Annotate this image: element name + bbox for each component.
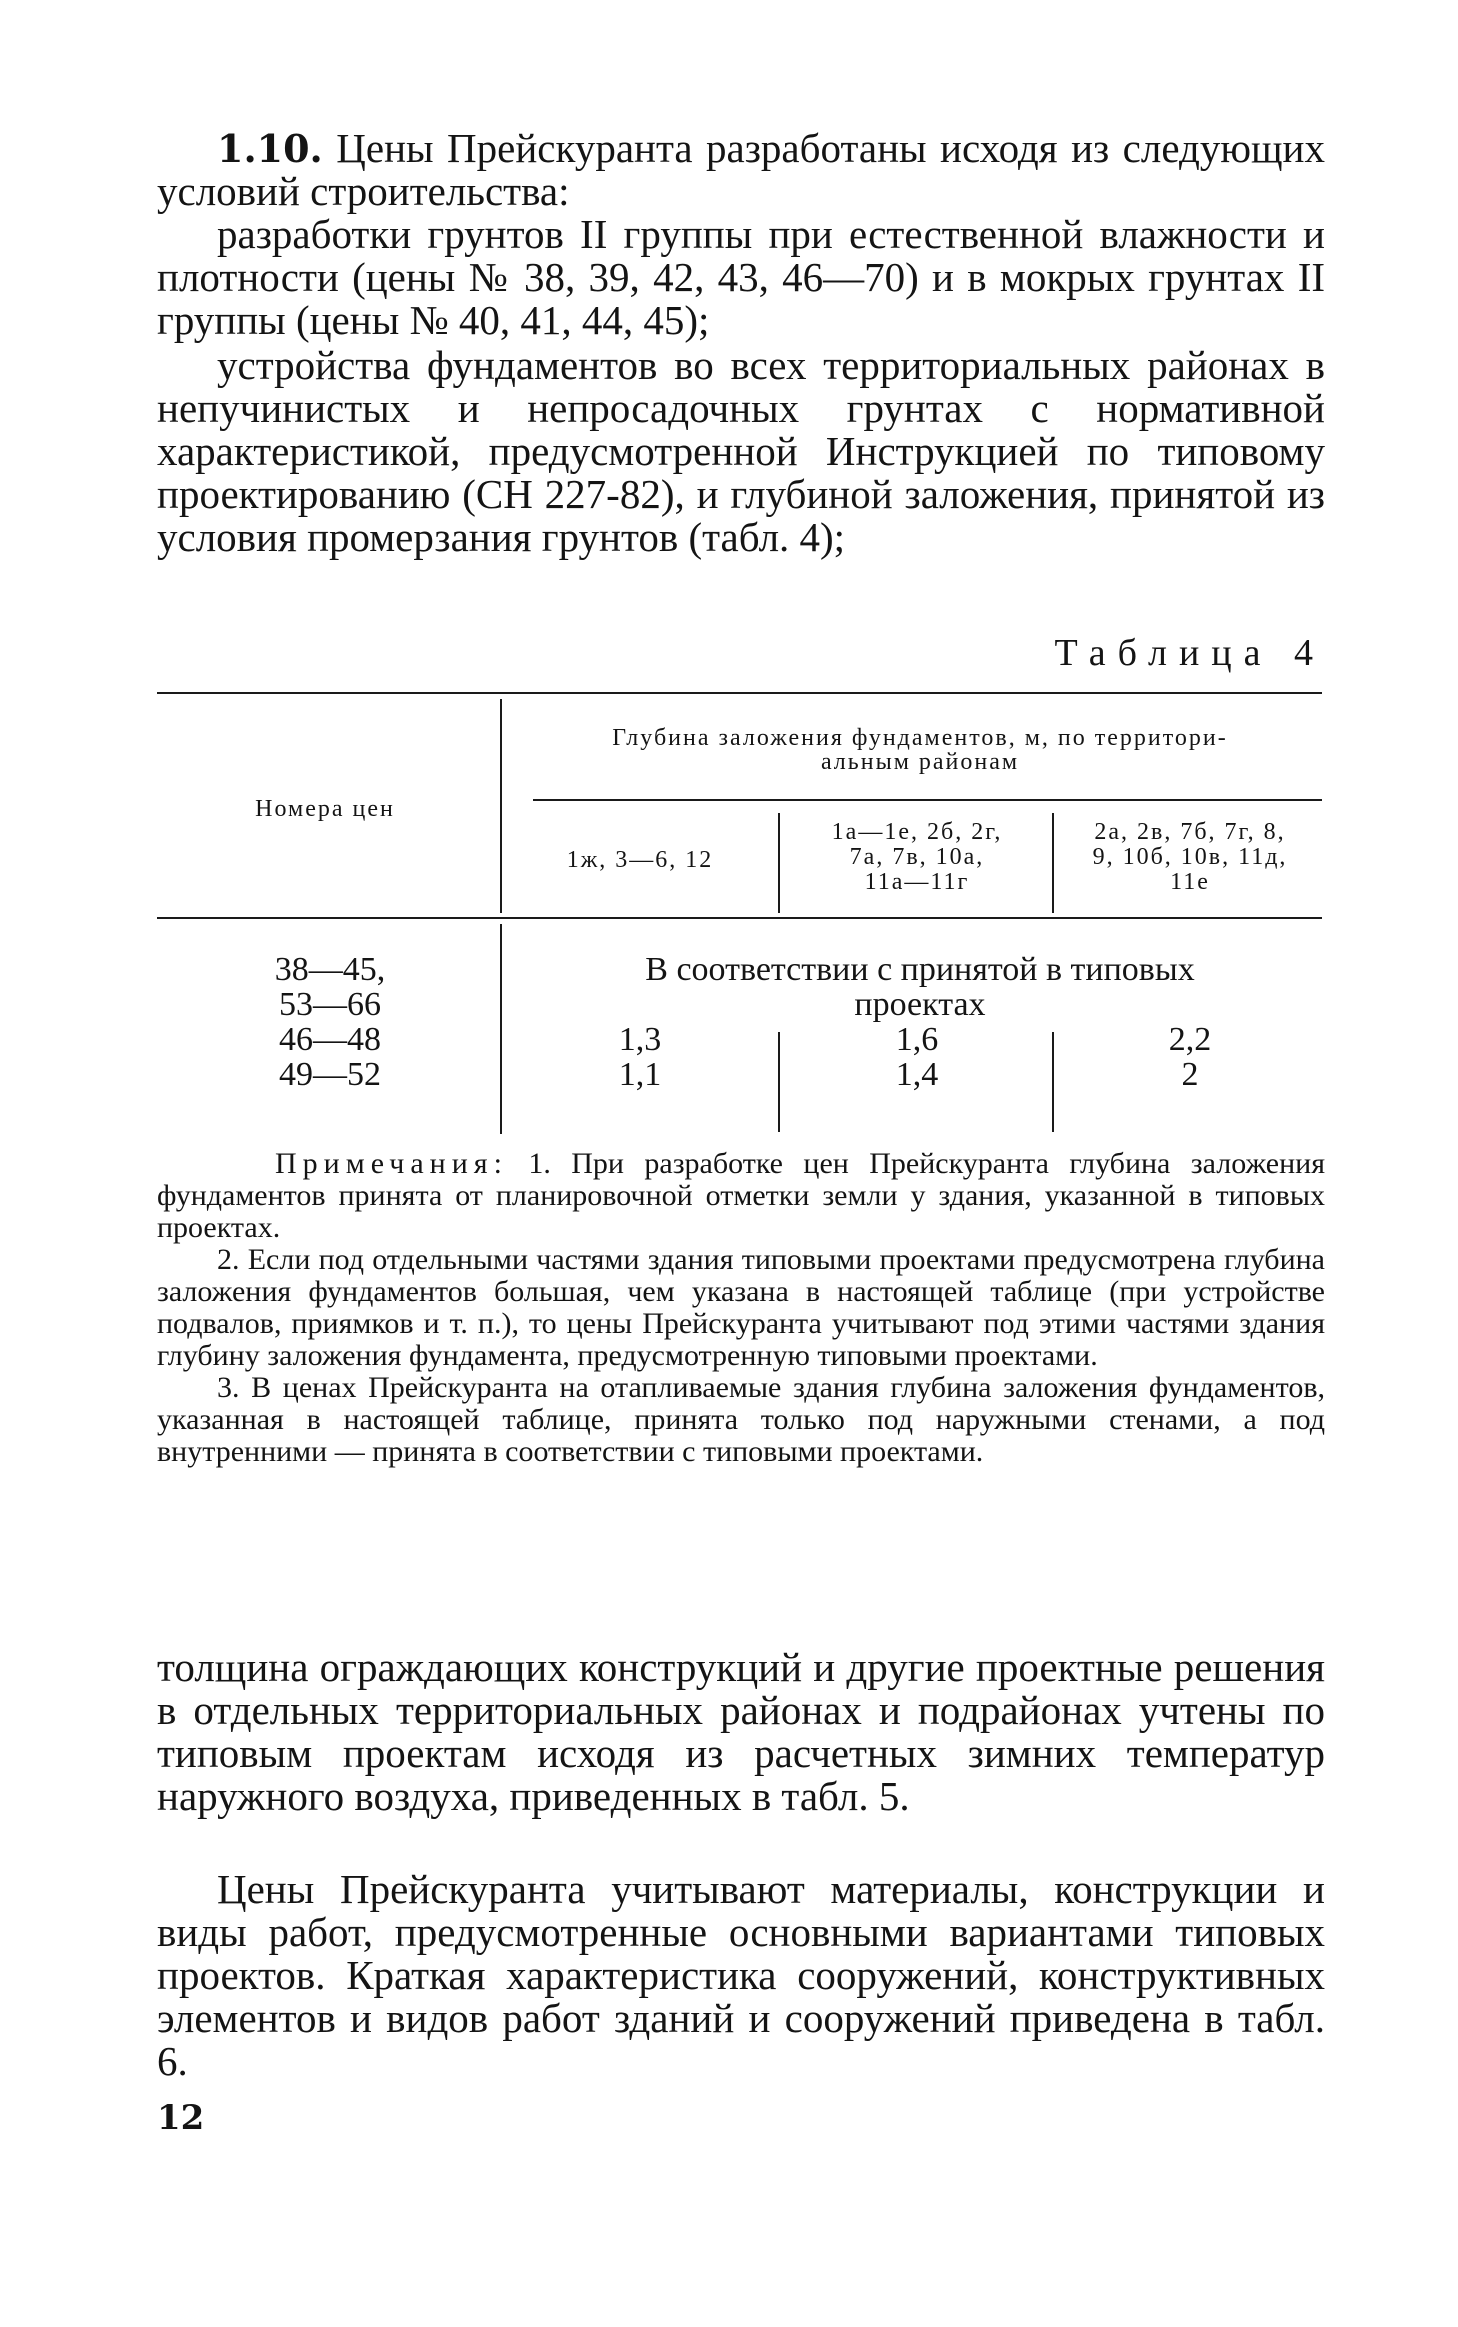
table-vrule-body-2 bbox=[778, 1032, 780, 1132]
merged-note-line-1: В соответствии с принятой в типовых bbox=[645, 951, 1195, 988]
table-vrule-body-3 bbox=[1052, 1032, 1054, 1132]
subheader-zone-3 bbox=[1058, 820, 1322, 895]
header-prices: Номера цен bbox=[255, 796, 395, 822]
note-1 bbox=[157, 1148, 1325, 1244]
table-vrule-header-2 bbox=[778, 813, 780, 913]
merged-note-line-2: проектах bbox=[854, 986, 986, 1023]
row-4-zone-3-value: 2 bbox=[1181, 1056, 1199, 1093]
section-number: 1.10. bbox=[217, 126, 323, 171]
condition-item-2: устройства фундаментов во всех территориальных районах в непучинистых и непросадочных грунтах с нормативной характеристикой, предусмотренной Инструкцией по типовому проектированию (СН 227-82), и глубиной заложения, принятой из условия промерзания грунтов (табл. 4); bbox=[157, 342, 1325, 560]
header-depth bbox=[520, 726, 1320, 774]
row-3-zone-1-value: 1,3 bbox=[618, 1021, 662, 1058]
table-vrule-header-1 bbox=[500, 699, 502, 913]
subheader-zone-3-line-2: 9, 10б, 10в, 11д, bbox=[1092, 844, 1288, 870]
page-number: 12 bbox=[157, 2098, 205, 2138]
row-prices-2: 53—66 bbox=[279, 986, 381, 1023]
subheader-zone-3-line-1: 2а, 2в, 7б, 7г, 8, bbox=[1094, 819, 1286, 845]
subheader-zone-2 bbox=[786, 820, 1048, 895]
table-header-bottom-rule bbox=[157, 917, 1322, 919]
row-3-zone-2-value: 1,6 bbox=[895, 1021, 939, 1058]
table-subheader-rule bbox=[533, 799, 1322, 801]
subheader-zone-3-line-3: 11е bbox=[1170, 869, 1210, 895]
row-prices-4: 49—52 bbox=[279, 1056, 381, 1093]
header-depth-line-1: Глубина заложения фундаментов, м, по территори- bbox=[612, 725, 1228, 751]
table-top-rule bbox=[157, 692, 1322, 694]
note-2: 2. Если под отдельными частями здания типовыми проектами предусмотрена глубина заложения фундаментов большая, чем указана в настоящей таблице (при устройстве подвалов, приямков и т. п.), то цены Прейскуранта учитывают под этими частями здания глубину заложения фундамента, предусмотренную типовыми проектами. bbox=[157, 1243, 1325, 1372]
section-intro-text: Цены Прейскуранта разработаны исходя из следующих условий строительства: bbox=[157, 125, 1326, 214]
subheader-zone-2-line-2: 7а, 7в, 10а, bbox=[849, 844, 985, 870]
row-prices-1: 38—45, bbox=[274, 951, 386, 988]
row-4-zone-2-value: 1,4 bbox=[895, 1056, 939, 1093]
table-vrule-body-1 bbox=[500, 924, 502, 1134]
paragraph-enclosing-structures: толщина ограждающих конструкций и другие проектные решения в отдельных территориальных районах и подрайонах учтены по типовым проектам исходя из расчетных зимних температур наружного воздуха, приведенных в табл. 5. bbox=[157, 1644, 1325, 1819]
row-prices-3: 46—48 bbox=[279, 1021, 381, 1058]
paragraph-materials: Цены Прейскуранта учитывают материалы, конструкции и виды работ, предусмотренные основными вариантами типовых проектов. Краткая характеристика сооружений, конструктивных элементов и видов работ зданий и сооружений приведена в табл. 6. bbox=[157, 1866, 1325, 2084]
subheader-zone-2-line-3: 11а—11г bbox=[864, 869, 970, 895]
note-1-text: 1. При разработке цен Прейскуранта глубина заложения фундаментов принята от планировочной отметки земли у здания, указанной в типовых проектах. bbox=[157, 1147, 1325, 1244]
row-4-zone-1-value: 1,1 bbox=[618, 1056, 662, 1093]
header-depth-line-2: альным районам bbox=[820, 749, 1020, 775]
subheader-zone-1: 1ж, 3—6, 12 bbox=[566, 847, 714, 873]
table-caption: Таблица 4 bbox=[1054, 632, 1325, 674]
notes-label: Примечания: bbox=[275, 1147, 508, 1180]
section-intro bbox=[157, 127, 1325, 213]
condition-item-1: разработки грунтов II группы при естественной влажности и плотности (цены № 38, 39, 42, 43, 46—70) и в мокрых грунтах II группы (цены № 40, 41, 44, 45); bbox=[157, 211, 1325, 343]
table-vrule-header-3 bbox=[1052, 813, 1054, 913]
row-3-zone-3-value: 2,2 bbox=[1168, 1021, 1212, 1058]
note-3: 3. В ценах Прейскуранта на отапливаемые здания глубина заложения фундаментов, указанная в настоящей таблице, принята только под наружными стенами, а под внутренними — принята в соответствии с типовыми проектами. bbox=[157, 1371, 1325, 1468]
table-notes bbox=[157, 1148, 1325, 1468]
subheader-zone-2-line-1: 1а—1е, 2б, 2г, bbox=[831, 819, 1003, 845]
